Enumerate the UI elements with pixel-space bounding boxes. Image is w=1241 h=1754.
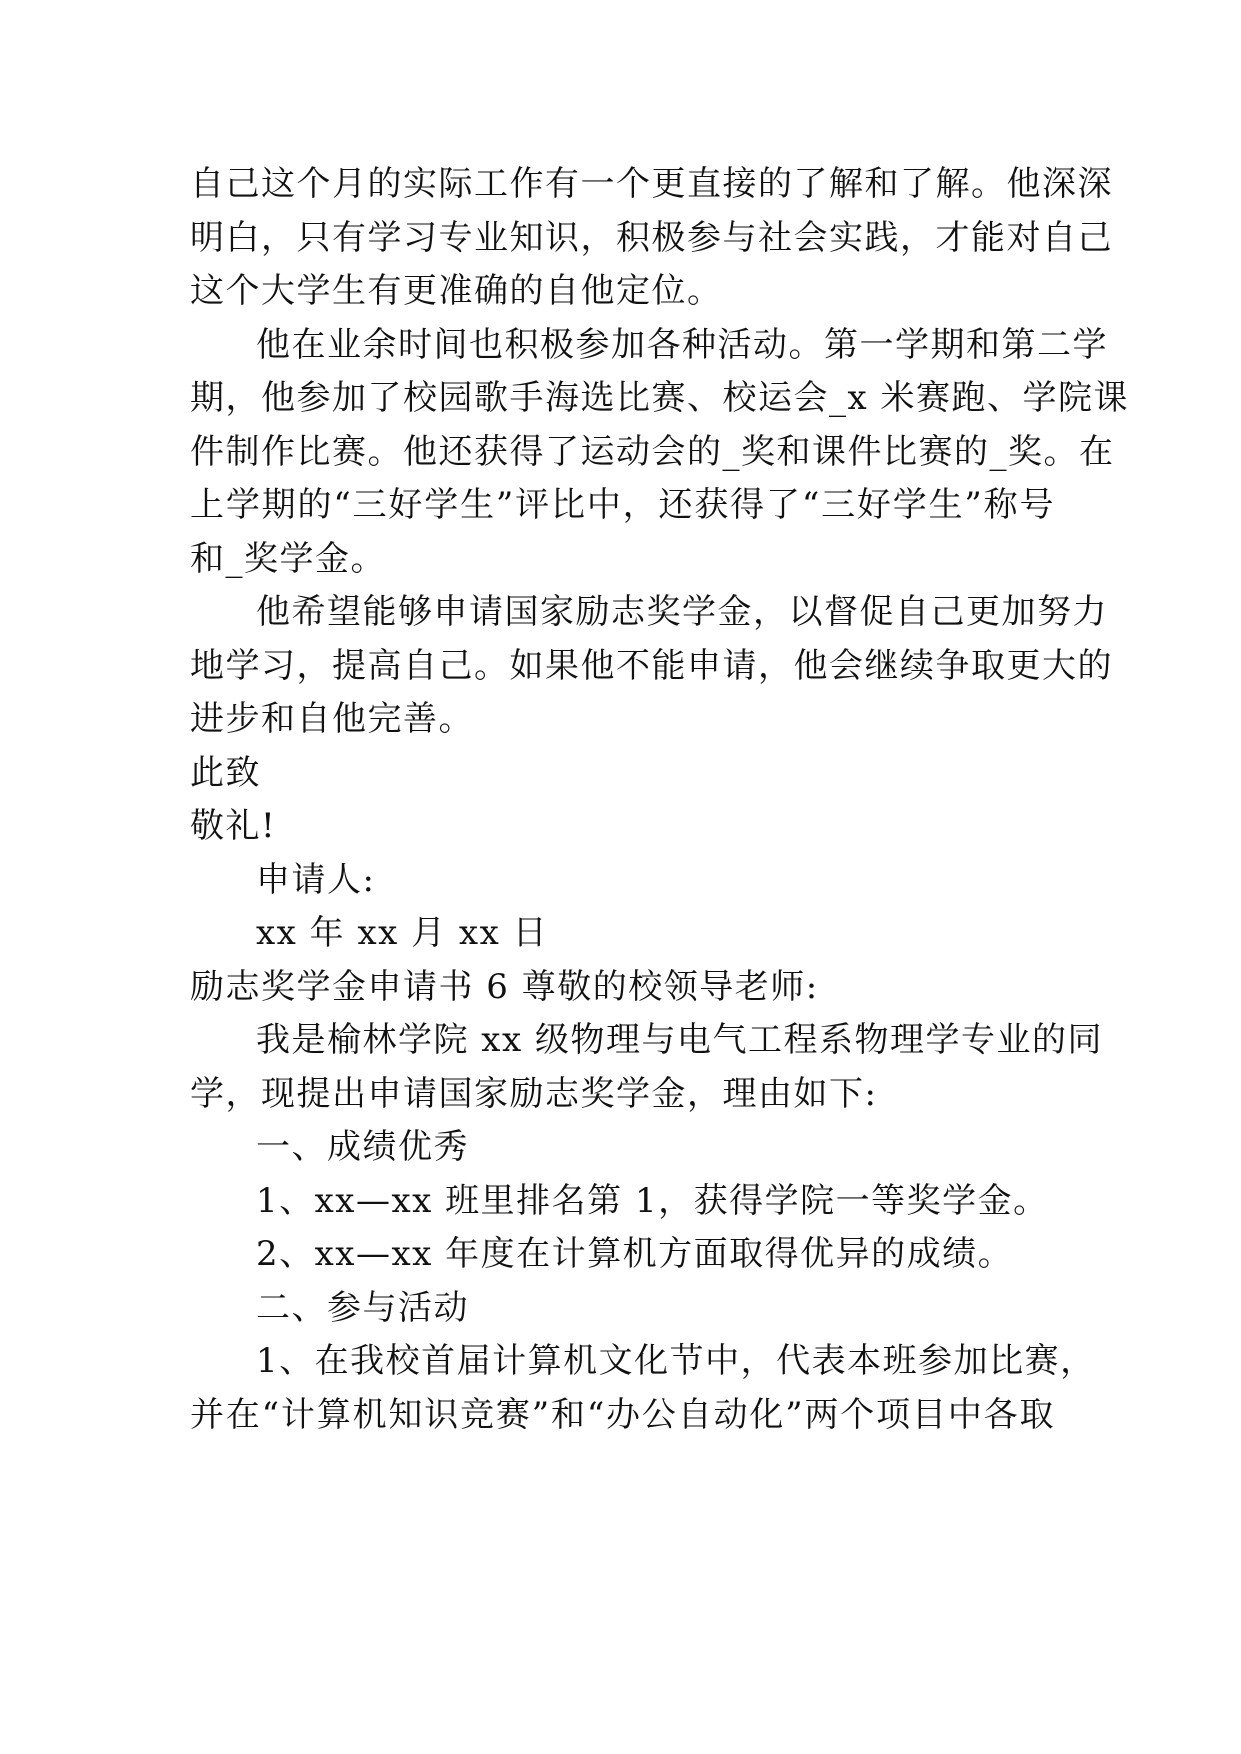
subsection-heading: 二、参与活动 [256,1287,469,1328]
text-line: 期，他参加了校园歌手海选比赛、校运会_x 米赛跑、学院课 [190,378,1129,418]
text-line: 和_奖学金。 [190,538,386,579]
date-line: xx 年 xx 月 xx 日 [256,913,549,953]
text-line: 并在“计算机知识竞赛”和“办公自动化”两个项目中各取 [190,1394,1055,1435]
text-line: 明白，只有学习专业知识，积极参与社会实践，才能对自己 [190,217,1113,258]
subsection-heading: 一、成绩优秀 [256,1127,469,1167]
section-heading: 励志奖学金申请书 6 尊敬的校领导老师: [190,966,819,1007]
list-item: 1、在我校首届计算机文化节中，代表本班参加比赛， [256,1341,1096,1381]
text-line: 自己这个月的实际工作有一个更直接的了解和了解。他深深 [190,164,1113,204]
document-body [190,158,1129,1442]
closing-salutation: 此致 [190,752,261,793]
text-line: 进步和自他完善。 [190,699,474,739]
paragraph-start-line: 他希望能够申请国家励志奖学金，以督促自己更加努力 [256,592,1108,632]
closing-respect: 敬礼! [190,806,277,846]
text-line: 件制作比赛。他还获得了运动会的_奖和课件比赛的_奖。在 [190,431,1115,472]
applicant-label: 申请人: [256,859,376,900]
list-item: 2、xx—xx 年度在计算机方面取得优异的成绩。 [256,1234,1014,1274]
text-line: 上学期的“三好学生”评比中，还获得了“三好学生”称号 [190,485,1055,525]
text-line: 学，现提出申请国家励志奖学金，理由如下: [190,1073,878,1114]
text-line: 地学习，提高自己。如果他不能申请，他会继续争取更大的 [190,645,1113,686]
paragraph-start-line: 他在业余时间也积极参加各种活动。第一学期和第二学 [256,324,1108,365]
list-item: 1、xx—xx 班里排名第 1，获得学院一等奖学金。 [256,1180,1049,1221]
paragraph-start-line: 我是榆林学院 xx 级物理与电气工程系物理学专业的同 [256,1020,1103,1060]
text-line: 这个大学生有更准确的自他定位。 [190,271,723,311]
